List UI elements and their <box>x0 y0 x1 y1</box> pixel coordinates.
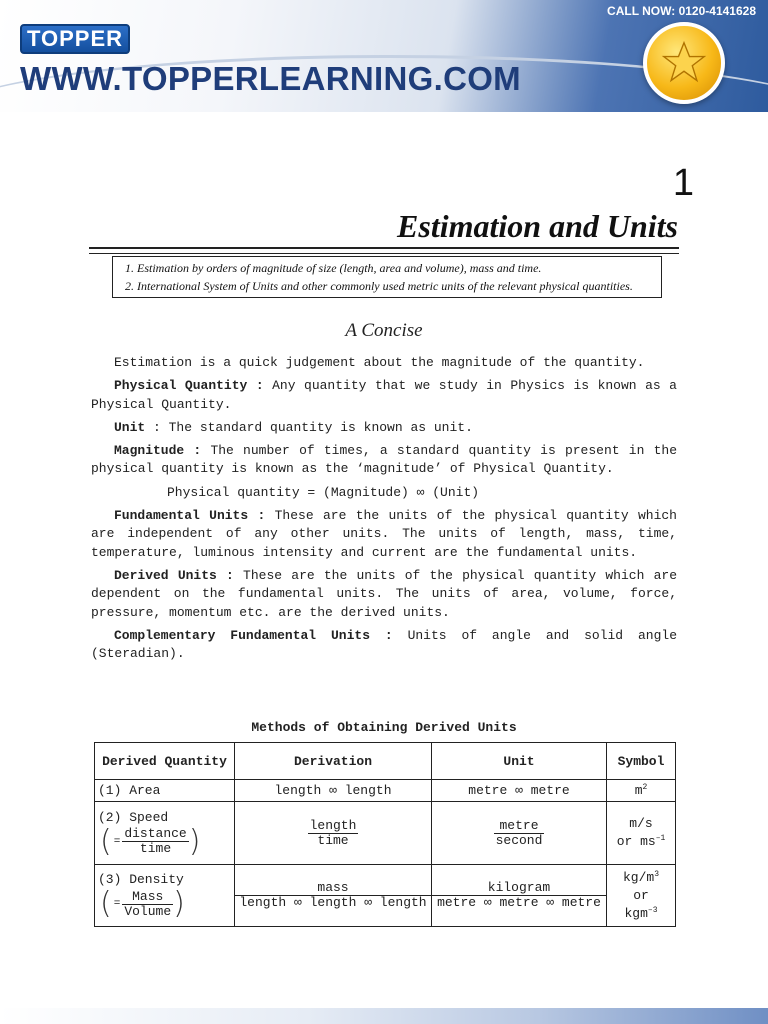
symbol-sup: –1 <box>655 834 666 843</box>
syllabus-item: 2. International System of Units and other commonly used metric units of the relevant physical quantities. <box>137 277 657 295</box>
symbol-cell <box>607 802 676 865</box>
body-text <box>91 354 677 668</box>
paragraph-complementary-units <box>91 627 677 664</box>
quantity-expression <box>100 886 185 921</box>
paragraph-derived-units <box>91 567 677 622</box>
table-row <box>95 780 676 802</box>
quantity-label: (2) Speed <box>98 809 169 825</box>
quantity-cell <box>95 865 235 927</box>
paragraph-text: : The standard quantity is known as unit. <box>145 419 473 435</box>
derivation-cell: length ∞ length <box>235 780 432 802</box>
topper-logo[interactable] <box>20 24 130 54</box>
quantity-cell <box>95 802 235 865</box>
quantity-expression <box>100 823 201 859</box>
paren-close: ) <box>188 823 201 859</box>
unit-cell: metre ∞ metre <box>432 780 607 802</box>
column-header: Symbol <box>607 743 676 780</box>
paren-close: ) <box>173 886 185 921</box>
term: Complementary Fundamental Units : <box>114 627 393 643</box>
footer-band <box>0 1008 768 1024</box>
term: Fundamental Units : <box>114 508 266 524</box>
paren-open: ( <box>100 886 112 921</box>
table-row <box>95 865 676 927</box>
derived-units-table <box>94 742 676 927</box>
unit-fraction <box>494 819 545 848</box>
syllabus-item: 1. Estimation by orders of magnitude of size (length, area and volume), mass and time. <box>137 259 657 277</box>
chapter-title: Estimation and Units <box>397 208 678 244</box>
fraction-numerator: kilogram <box>432 881 606 896</box>
paragraph-text: Units of angle and solid angle (Steradian). <box>91 627 677 662</box>
star-icon <box>661 40 707 86</box>
fraction-numerator: mass <box>235 881 431 896</box>
symbol-or: or <box>633 887 649 903</box>
derivation-fraction <box>235 881 431 910</box>
paragraph-physical-quantity <box>91 377 677 414</box>
symbol-text: kg/m <box>622 869 655 885</box>
term: Unit <box>114 419 146 435</box>
page-header <box>0 0 768 112</box>
fraction-numerator: distance <box>124 826 187 841</box>
table-heading: Methods of Obtaining Derived Units <box>251 720 517 735</box>
table-row <box>95 802 676 865</box>
call-now-phone[interactable]: CALL NOW: 0120-4141628 <box>607 4 756 18</box>
fraction-denominator: Volume <box>124 903 172 919</box>
equals-sign: = <box>113 898 121 910</box>
fraction-denominator: time <box>139 841 172 856</box>
table-header-row <box>95 743 676 780</box>
symbol-main <box>610 869 672 887</box>
unit-cell <box>432 865 607 927</box>
derivation-cell <box>235 865 432 927</box>
formula-line: Physical quantity = (Magnitude) ∞ (Unit) <box>167 484 480 500</box>
term: Magnitude : <box>114 443 202 459</box>
unit-fraction <box>432 881 606 910</box>
symbol-alt <box>610 905 672 923</box>
paragraph-text: Any quantity that we study in Physics is known as a Physical Quantity. <box>91 378 677 412</box>
section-heading: A Concise <box>345 320 423 341</box>
paren-open: ( <box>100 823 112 859</box>
term: Derived Units : <box>114 567 234 583</box>
title-divider <box>89 247 679 254</box>
fraction-numerator: Mass <box>122 890 173 905</box>
paragraph-text: These are the units of the physical quantity which are independent of any other units. The units of length, mass, time, temperature, luminous intensity and current are the fundamental units. <box>91 508 677 560</box>
fraction-numerator: length <box>309 817 357 833</box>
fraction-denominator: time <box>317 832 349 848</box>
symbol-sup: 3 <box>654 869 660 879</box>
paragraph-unit <box>91 419 677 437</box>
quantity-fraction <box>122 827 188 856</box>
symbol-text: kgm <box>624 905 648 921</box>
paragraph-text: These are the units of the physical quantity which are dependent on the fundamental units. The units of area, volume, force, pressure, momentum etc. are the derived units. <box>91 567 677 620</box>
syllabus-box <box>112 256 662 298</box>
chapter-number: 1 <box>672 162 694 204</box>
derivation-fraction <box>308 819 359 848</box>
fraction-denominator: length ∞ length ∞ length <box>239 895 427 910</box>
quantity-cell: (1) Area <box>95 780 235 802</box>
paragraph-estimation <box>91 354 677 372</box>
symbol-sup: –3 <box>647 905 658 915</box>
quantity-label: (3) Density <box>98 872 184 887</box>
symbol-sup: 2 <box>642 782 648 792</box>
symbol-cell <box>607 865 676 927</box>
symbol-alt <box>610 833 672 851</box>
paragraph-magnitude <box>91 442 677 479</box>
fraction-denominator: second <box>495 832 543 848</box>
fraction-numerator: metre <box>494 819 545 834</box>
logo-text: TOPPER <box>26 26 124 51</box>
fraction-denominator: metre ∞ metre ∞ metre <box>437 895 601 910</box>
symbol-text: m/s <box>629 816 653 831</box>
equals-sign: = <box>113 835 121 848</box>
term: Physical Quantity : <box>114 378 264 394</box>
paragraph-text: The number of times, a standard quantity is present in the physical quantity is known as the ‘magnitude’ of Physical Quantity. <box>91 443 677 477</box>
paragraph-text: Estimation is a quick judgement about the magnitude of the quantity. <box>114 355 645 370</box>
site-url[interactable]: WWW.TOPPERLEARNING.COM <box>20 60 521 97</box>
quantity-fraction <box>122 890 173 919</box>
paragraph-fundamental-units <box>91 507 677 562</box>
symbol-text: m <box>634 782 643 798</box>
star-badge-icon <box>643 22 725 104</box>
derivation-cell <box>235 802 432 865</box>
column-header: Unit <box>432 743 607 780</box>
column-header: Derivation <box>235 743 432 780</box>
symbol-text: or ms <box>616 834 656 849</box>
column-header: Derived Quantity <box>95 743 235 780</box>
symbol-cell <box>607 780 676 802</box>
unit-cell <box>432 802 607 865</box>
